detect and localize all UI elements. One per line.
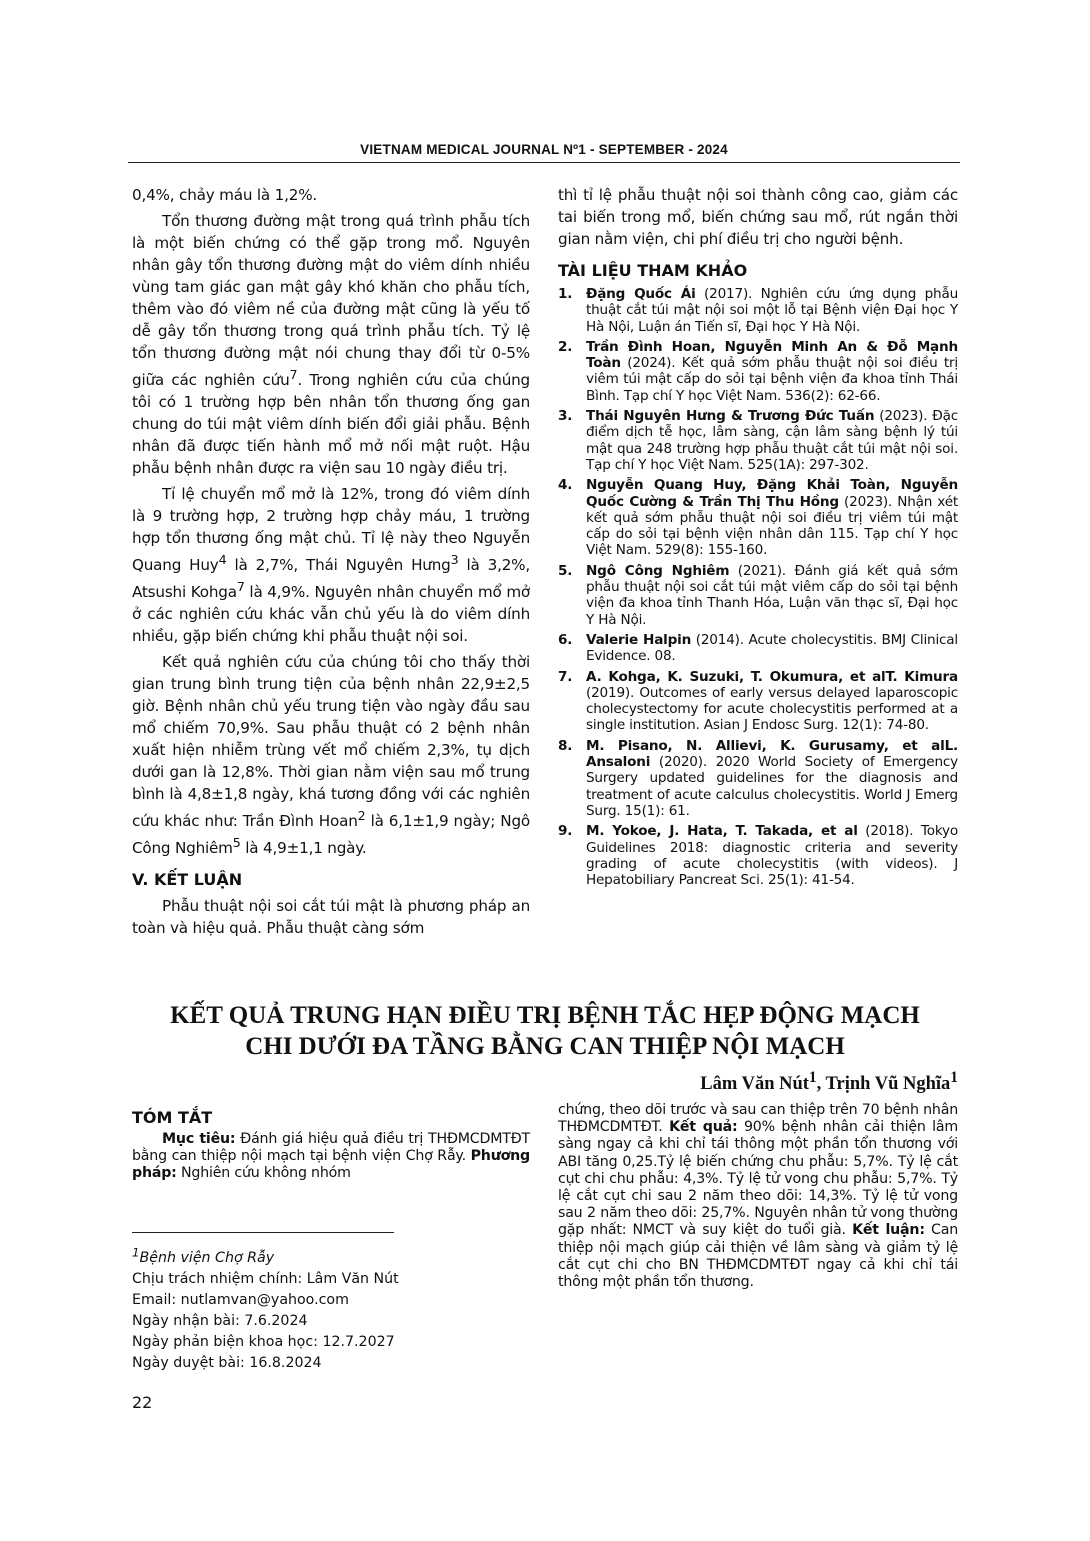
paragraph bbox=[132, 651, 530, 859]
reference-text: (2023). Đặc điểm dịch tễ học, lâm sàng, cận lâm sàng bệnh lý túi mật qua 248 trường hợp phẫu thuật cắt túi mật nội soi. Tạp chí Y học Việt Nam. 525(1A): 297-302. bbox=[586, 408, 958, 473]
reference-item bbox=[558, 286, 958, 335]
text: Tỉ lệ chuyển mổ mở là 12%, trong đó viêm dính là 9 trường hợp, 2 trường hợp chảy máu, 1 trường hợp tổn thương ống mật chủ. Tỉ lệ này theo Nguyễn Quang Huy bbox=[132, 485, 530, 575]
reference-item bbox=[558, 823, 958, 888]
reference-item bbox=[558, 339, 958, 404]
corresponding-author: Chịu trách nhiệm chính: Lâm Văn Nút bbox=[132, 1270, 399, 1287]
reference-text: (2021). Đánh giá kết quả sớm phẫu thuật nội soi cắt túi mật viêm cấp do sỏi tại bệnh viện đa khoa tỉnh Thanh Hóa, Luận văn thạc sĩ, Đại học Y Hà Nội. bbox=[586, 562, 958, 628]
abstract-left bbox=[132, 1108, 530, 1183]
author-separator: , bbox=[816, 1074, 826, 1095]
review-date: Ngày phản biện khoa học: 12.7.2027 bbox=[132, 1333, 395, 1350]
label: Kết quả: bbox=[669, 1119, 738, 1136]
running-head: VIETNAM MEDICAL JOURNAL Nº1 - SEPTEMBER - 2024 bbox=[360, 142, 728, 157]
author-name: Trịnh Vũ Nghĩa bbox=[825, 1074, 951, 1095]
paragraph: 0,4%, chảy máu là 1,2%. bbox=[132, 186, 318, 204]
article-title-line: KẾT QUẢ TRUNG HẠN ĐIỀU TRỊ BỆNH TẮC HẸP ĐỘNG MẠCH bbox=[170, 1002, 920, 1029]
reference-authors: Valerie Halpin bbox=[586, 631, 692, 648]
reference-number: 7. bbox=[558, 668, 573, 685]
reference-authors: Đặng Quốc Ái bbox=[586, 286, 696, 302]
reference-item bbox=[558, 477, 958, 558]
text: 90% bệnh nhân cải thiện lâm sàng ngay cả khi chỉ tái thông một phần tổn thương với ABI tăng 0,25.Tỷ lệ biến chứng chu phẫu: 5,7%. Tỷ lệ cắt cụt chi chu phẫu: 4,3%. Tỷ lệ tử vong chu phẫu: 5,7%. Tỷ lệ cắt cụt chi sau 2 năm theo dõi: 14,3%. Tỷ lệ tử vong sau 2 năm theo dõi: 25,7%. Nguyên nhân tử vong thường gặp nhất: NMCT và suy kiệt do tuổi già. bbox=[558, 1119, 958, 1239]
abstract-paragraph bbox=[558, 1102, 958, 1291]
reference-number: 4. bbox=[558, 477, 573, 494]
reference-item bbox=[558, 669, 958, 734]
reference-text: (2020). 2020 World Society of Emergency Surgery updated guidelines for the diagnosis and treatment of acute calculus cholecystitis. World J Emerg Surg. 15(1): 61. bbox=[586, 754, 958, 819]
reference-list bbox=[558, 286, 958, 888]
footnotes bbox=[132, 1242, 512, 1374]
text: Tổn thương đường mật trong quá trình phẫu tích là một biến chứng có thể gặp trong mổ. Nguyên nhân gây tổn thương đường mật do viêm dính nhiều vùng tam giác gan mật gây khó khăn cho phẫu tích, thêm vào đó viêm nề của đường mật cũng là yếu tố dễ gây tổn thương trong quá trình phẫu tích. Tỷ lệ tổn thương đường mật nói chung thay đổi từ 0-5% giữa các nghiên cứu bbox=[132, 212, 530, 390]
references-heading: TÀI LIỆU THAM KHẢO bbox=[558, 261, 748, 280]
article-title bbox=[150, 1000, 940, 1062]
paragraph bbox=[132, 210, 530, 479]
text: là 2,7%, Thái Nguyên Hưng bbox=[226, 556, 451, 575]
reference-authors: Ngô Công Nghiêm bbox=[586, 562, 730, 579]
text: Kết quả nghiên cứu của chúng tôi cho thấy thời gian trung bình trung tiện của bệnh nhân 22,9±2,5 giờ. Bệnh nhân chủ yếu trung tiện vào ngày đầu sau mổ chiếm 70,9%. Sau phẫu thuật có 2 bệnh nhân xuất hiện nhiễm trùng vết mổ chiếm 2,3%, tụ dịch dưới gan là 12,8%. Thời gian nằm viện sau mổ trung bình là 4,8±1,8 ngày, khá tương đồng với các nghiên cứu khác như: Trần Đình Hoan bbox=[132, 653, 530, 831]
left-column bbox=[132, 184, 530, 939]
affiliation-mark: 1 bbox=[132, 1245, 140, 1259]
reference-text: (2019). Outcomes of early versus delayed laparoscopic cholecystectomy for acute cholecystitis performed at a single institution. Asian J Endosc Surg. 12(1): 74-80. bbox=[586, 684, 958, 734]
text: là 3,2%, Atsushi Kohga bbox=[132, 556, 531, 602]
accepted-date: Ngày duyệt bài: 16.8.2024 bbox=[132, 1354, 322, 1371]
reference-number: 2. bbox=[558, 338, 573, 355]
reference-number: 8. bbox=[558, 737, 573, 754]
reference-item bbox=[558, 563, 958, 628]
citation: 3 bbox=[450, 552, 459, 568]
right-column bbox=[558, 184, 958, 892]
label: Mục tiêu: bbox=[162, 1131, 236, 1147]
text: chứng, theo dõi trước và sau can thiệp trên 70 bệnh nhân THĐMCDMTĐT. bbox=[558, 1102, 958, 1136]
abstract-paragraph bbox=[132, 1131, 530, 1183]
paragraph: thì tỉ lệ phẫu thuật nội soi thành công cao, giảm các tai biến trong mổ, biến chứng sau mổ, rút ngắn thời gian nằm viện, chi phí điều trị cho người bệnh. bbox=[558, 186, 958, 248]
label: Phương pháp: bbox=[132, 1148, 530, 1182]
section-heading: V. KẾT LUẬN bbox=[132, 870, 243, 890]
text: Đánh giá hiệu quả điều trị THĐMCDMTĐT bằng can thiệp nội mạch tại bệnh viện Chợ Rẫy. bbox=[132, 1131, 530, 1165]
reference-item bbox=[558, 632, 958, 665]
reference-authors: Trần Đình Hoan, Nguyễn Minh An & Đỗ Mạnh Toàn bbox=[586, 338, 958, 372]
affiliation bbox=[132, 1242, 512, 1269]
reference-number: 9. bbox=[558, 823, 573, 840]
citation: 4 bbox=[218, 552, 227, 568]
reference-item bbox=[558, 738, 958, 819]
text: Can thiệp nội mạch giúp cải thiện về lâm sàng và giảm tỷ lệ cắt cụt chi cho BN THĐMCDMTĐT ngay cả khi chỉ tái thông một phần tổn thương. bbox=[558, 1222, 959, 1291]
reference-number: 5. bbox=[558, 562, 573, 579]
reference-authors: Nguyễn Quang Huy, Đặng Khải Toàn, Nguyễn Quốc Cường & Trần Thị Thu Hồng bbox=[586, 477, 958, 510]
citation: 5 bbox=[232, 835, 241, 851]
citation: 2 bbox=[357, 808, 366, 824]
affiliation-mark: 1 bbox=[808, 1069, 817, 1086]
reference-authors: M. Pisano, N. Allievi, K. Gurusamy, et alL. Ansaloni bbox=[586, 737, 958, 771]
article-title-line: CHI DƯỚI ĐA TẦNG BẰNG CAN THIỆP NỘI MẠCH bbox=[245, 1033, 845, 1060]
affiliation-mark: 1 bbox=[950, 1069, 958, 1086]
paragraph bbox=[132, 483, 530, 647]
citation: 7 bbox=[289, 367, 298, 382]
header-rule bbox=[128, 162, 960, 163]
page-number: 22 bbox=[132, 1393, 153, 1412]
label: Kết luận: bbox=[852, 1222, 925, 1239]
reference-text: (2023). Nhận xét kết quả sớm phẫu thuật nội soi điều trị viêm túi mật cấp do sỏi tại bệnh viện nhân dân 115. Tạp chí Y học Việt Nam. 529(8): 155-160. bbox=[586, 493, 959, 559]
abstract-right bbox=[558, 1102, 958, 1291]
reference-authors: M. Yokoe, J. Hata, T. Takada, et al bbox=[586, 823, 858, 840]
footnote-rule bbox=[132, 1232, 394, 1233]
citation: 7 bbox=[236, 579, 245, 595]
abstract-heading: TÓM TẮT bbox=[132, 1108, 213, 1127]
reference-text: (2017). Nghiên cứu ứng dụng phẫu thuật cắt túi mật nội soi một lỗ tại Bệnh viện Đại học Y Hà Nội, Luận án Tiến sĩ, Đại học Y Hà Nội. bbox=[586, 286, 958, 335]
author-line bbox=[700, 1069, 958, 1095]
text: là 4,9±1,1 ngày. bbox=[240, 839, 367, 858]
reference-text: (2024). Kết quả sớm phẫu thuật nội soi điều trị viêm túi mật cấp do sỏi tại bệnh viện đa khoa tỉnh Thái Bình. Tạp chí Y học Việt Nam. 536(2): 62-66. bbox=[586, 355, 958, 404]
reference-number: 1. bbox=[558, 286, 573, 302]
text: Nghiên cứu không nhóm bbox=[176, 1165, 351, 1182]
email: Email: nutlamvan@yahoo.com bbox=[132, 1291, 349, 1308]
paragraph: Phẫu thuật nội soi cắt túi mật là phương pháp an toàn và hiệu quả. Phẫu thuật càng sớm bbox=[132, 897, 530, 938]
reference-number: 6. bbox=[558, 631, 573, 648]
reference-text: (2014). Acute cholecystitis. BMJ Clinical Evidence. 08. bbox=[586, 631, 959, 665]
received-date: Ngày nhận bài: 7.6.2024 bbox=[132, 1312, 308, 1329]
reference-text: (2018). Tokyo Guidelines 2018: diagnostic criteria and severity grading of acute cholecystitis (with videos). J Hepatobiliary Pancreat Sci. 25(1): 41-54. bbox=[586, 823, 958, 889]
reference-item bbox=[558, 408, 958, 473]
reference-authors: A. Kohga, K. Suzuki, T. Okumura, et alT. Kimura bbox=[586, 668, 958, 685]
reference-number: 3. bbox=[558, 408, 573, 425]
author-name: Lâm Văn Nút bbox=[700, 1074, 809, 1095]
text: Bệnh viện Chợ Rẫy bbox=[139, 1249, 275, 1266]
reference-authors: Thái Nguyên Hưng & Trương Đức Tuấn bbox=[586, 408, 875, 425]
text: là 4,9%. Nguyên nhân chuyển mổ mở ở các nghiên cứu khác vẫn chủ yếu là do viêm dính nhiều, gặp biến chứng khi phẫu thuật nội soi. bbox=[132, 583, 531, 646]
text: là 6,1±1,9 ngày; Ngô Công Nghiêm bbox=[132, 812, 530, 858]
text: . Trong nghiên cứu của chúng tôi có 1 trường hợp bên nhân tổn thương ống gan chung do túi mật viêm dính biến đổi giải phẫu. Bệnh nhân đã được tiến hành mổ mở nối mật ruột. Hậu phẫu bệnh nhân được ra viện sau 10 ngày điều trị. bbox=[132, 371, 530, 478]
